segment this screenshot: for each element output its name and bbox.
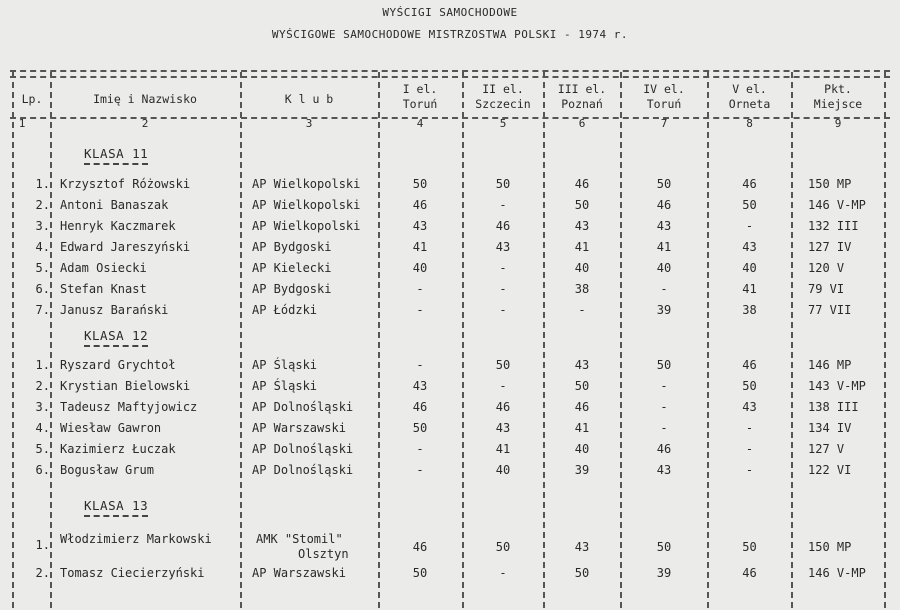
class-label [84,498,148,517]
club-name: AP Śląski [252,379,318,393]
document-title: WYŚCIGI SAMOCHODOWE [382,6,518,19]
round-3-score: 41 [574,421,590,435]
round-3-score: 43 [574,540,590,554]
driver-name: Janusz Barański [60,303,169,317]
round-1-score: - [416,442,424,456]
column-rule [543,72,545,608]
points-place: 120 V [808,261,845,275]
round-4-score: 46 [656,198,672,212]
round-4-score: 41 [656,240,672,254]
round-3-score: 40 [574,261,590,275]
driver-name: Krzysztof Różowski [60,177,191,191]
club-name: AP Wielkopolski [252,219,361,233]
round-4-score: 50 [656,177,672,191]
table-row [0,198,900,216]
points-place: 122 VI [808,463,852,477]
driver-name: Tadeusz Maftyjowicz [60,400,198,414]
column-rule [620,72,622,608]
round-2-score: - [499,198,507,212]
round-3-score: 46 [574,400,590,414]
column-number: 2 [141,117,149,130]
round-5-score: 38 [742,303,757,317]
round-1-score: 50 [412,177,428,191]
round-5-score: - [745,463,754,477]
header-club: K l u b [284,92,334,106]
club-name: AP Dolnośląski [252,400,354,414]
points-place: 77 VII [808,303,852,317]
round-4-score: - [660,421,668,435]
header-round-1 [380,82,460,112]
round-2-score: - [499,282,507,296]
header-round-5-label: V el. [732,82,767,96]
round-5-score: - [745,219,754,233]
points-place: 143 V-MP [808,379,866,393]
round-5-score: 46 [742,566,757,580]
table-row [0,421,900,439]
points-place: 150 MP [808,177,852,191]
class-label-text: KLASA 13 [84,498,148,517]
table-row [0,358,900,376]
column-number: 5 [499,117,507,130]
round-3-score: 46 [574,177,590,191]
driver-name: Henryk Kaczmarek [60,219,176,233]
round-4-score: - [660,379,668,393]
round-4-score: 39 [656,303,672,317]
round-1-score: - [416,282,424,296]
header-round-2-label: II el. [482,82,524,96]
points-place: 127 V [808,442,845,456]
points-place: 146 V-MP [808,566,866,580]
header-round-3-place: Poznań [561,97,603,111]
round-3-score: - [578,303,586,317]
club-name: AP Wielkopolski [252,177,361,191]
round-3-score: 50 [574,566,590,580]
round-2-score: 46 [495,219,511,233]
round-4-score: - [660,400,668,414]
round-5-score: - [745,421,754,435]
round-5-score: 41 [742,282,757,296]
round-2-score: 43 [495,240,511,254]
column-rule [462,72,464,608]
round-1-score: - [416,303,424,317]
round-2-score: 40 [495,463,511,477]
row-number: 5. [35,442,50,456]
row-number: 4. [35,421,50,435]
column-rule [884,72,886,608]
points-place: 146 V-MP [808,198,866,212]
class-label-text: KLASA 12 [84,328,148,347]
header-round-4 [622,82,706,112]
driver-name: Włodzimierz Markowski [60,532,212,546]
round-1-score: 46 [412,198,428,212]
header-lp: Lp. [21,92,43,106]
club-name: AP Dolnośląski [252,442,354,456]
row-number: 6. [35,282,50,296]
driver-name: Edward Jareszyński [60,240,191,254]
header-name: Imię i Nazwisko [93,92,197,106]
round-4-score: 50 [656,540,672,554]
driver-name: Ryszard Grychtoł [60,358,176,372]
round-5-score: 43 [742,400,757,414]
table-row [0,532,900,564]
row-number: 4. [35,240,50,254]
driver-name: Stefan Knast [60,282,147,296]
round-2-score: - [499,303,507,317]
header-points-label: Pkt. [824,82,852,96]
column-rule [378,72,380,608]
row-number: 3. [35,219,50,233]
column-rule [707,72,709,608]
points-place: 134 IV [808,421,852,435]
club-name: AP Warszawski [252,566,346,580]
column-number: 7 [660,117,668,130]
points-place: 138 III [808,400,859,414]
driver-name: Tomasz Ciecierzyński [60,566,205,580]
round-4-score: 40 [656,261,672,275]
round-2-score: - [499,261,507,275]
driver-name: Bogusław Grum [60,463,154,477]
table-row [0,177,900,195]
club-name: AP Śląski [252,358,318,372]
row-number: 3. [35,400,50,414]
round-2-score: 43 [495,421,511,435]
points-place: 127 IV [808,240,852,254]
round-5-score: 46 [742,358,757,372]
round-5-score: 50 [742,540,757,554]
round-5-score: 43 [742,240,757,254]
table-row [0,219,900,237]
column-number: 6 [578,117,586,130]
column-rule [12,72,14,608]
header-round-2-place: Szczecin [475,97,531,111]
table-row [0,400,900,418]
header-round-5 [709,82,790,112]
header-round-1-place: Toruń [402,97,438,111]
header-round-3-label: III el. [557,82,607,96]
round-3-score: 39 [574,463,590,477]
row-number: 2. [35,566,50,580]
column-number: 9 [834,117,842,130]
round-5-score: 46 [742,177,757,191]
column-number: 8 [746,117,753,130]
table-row [0,442,900,460]
round-3-score: 43 [574,219,590,233]
row-number: 1. [35,538,50,552]
club-name: AMK "Stomil" [256,532,343,546]
driver-name: Krystian Bielowski [60,379,191,393]
table-row [0,240,900,258]
round-2-score: 50 [495,177,511,191]
round-4-score: 50 [656,358,672,372]
club-name: AP Warszawski [252,421,346,435]
row-number: 1. [35,358,50,372]
table-row [0,261,900,279]
header-round-4-place: Toruń [646,97,682,111]
table-row [0,566,900,584]
table-row [0,379,900,397]
driver-name: Wiesław Gawron [60,421,162,435]
points-place: 132 III [808,219,859,233]
column-number: 3 [305,117,313,130]
row-number: 6. [35,463,50,477]
round-4-score: 43 [656,219,672,233]
round-4-score: 43 [656,463,672,477]
round-4-score: - [660,282,668,296]
header-round-4-label: IV el. [643,82,685,96]
class-label [84,328,148,347]
row-number: 2. [35,379,50,393]
table-top-rule [10,70,890,78]
document-subtitle: WYŚCIGOWE SAMOCHODOWE MISTRZOSTWA POLSKI - 1974 r. [271,28,629,41]
round-2-score: 50 [495,358,511,372]
round-5-score: 40 [742,261,757,275]
round-3-score: 38 [574,282,590,296]
club-name: AP Łódzki [252,303,318,317]
round-5-score: 50 [742,379,757,393]
table-row [0,463,900,481]
column-number: 1 [18,117,26,130]
row-number: 1. [35,177,50,191]
column-rule [791,72,793,608]
header-round-1-label: I el. [402,82,438,96]
round-4-score: 39 [656,566,672,580]
round-2-score: 46 [495,400,511,414]
round-3-score: 43 [574,358,590,372]
row-number: 5. [35,261,50,275]
header-round-3 [545,82,619,112]
round-1-score: 50 [412,421,428,435]
row-number: 2. [35,198,50,212]
column-rule [50,72,52,608]
class-label-text: KLASA 11 [84,146,148,165]
round-3-score: 40 [574,442,590,456]
club-name: AP Kielecki [252,261,332,275]
round-1-score: 46 [412,540,428,554]
column-rule [240,72,242,608]
round-1-score: 43 [412,219,428,233]
club-name: AP Bydgoski [252,282,332,296]
table-row [0,282,900,300]
club-name: AP Bydgoski [252,240,332,254]
points-place: 150 MP [808,540,852,554]
driver-name: Antoni Banaszak [60,198,169,212]
club-name: AP Wielkopolski [252,198,361,212]
header-round-5-place: Orneta [728,97,771,111]
round-1-score: 41 [412,240,428,254]
driver-name: Adam Osiecki [60,261,147,275]
club-name: AP Dolnośląski [252,463,354,477]
table-row [0,303,900,321]
header-points [793,82,883,112]
round-2-score: - [499,566,507,580]
round-5-score: 50 [742,198,757,212]
points-place: 79 VI [808,282,845,296]
round-1-score: - [416,358,424,372]
round-1-score: - [416,463,424,477]
header-round-2 [464,82,542,112]
round-2-score: 50 [495,540,511,554]
header-place-label: Miejsce [813,97,863,111]
round-3-score: 41 [574,240,590,254]
round-1-score: 50 [412,566,428,580]
round-2-score: 41 [495,442,511,456]
round-3-score: 50 [574,379,590,393]
driver-name: Kazimierz Łuczak [60,442,176,456]
row-number: 7. [35,303,50,317]
round-5-score: - [745,442,754,456]
round-1-score: 40 [412,261,428,275]
round-1-score: 43 [412,379,428,393]
round-3-score: 50 [574,198,590,212]
points-place: 146 MP [808,358,852,372]
column-number: 4 [416,117,424,130]
round-2-score: - [499,379,507,393]
round-4-score: 46 [656,442,672,456]
class-label [84,146,148,165]
round-1-score: 46 [412,400,428,414]
club-city: Olsztyn [298,547,349,561]
